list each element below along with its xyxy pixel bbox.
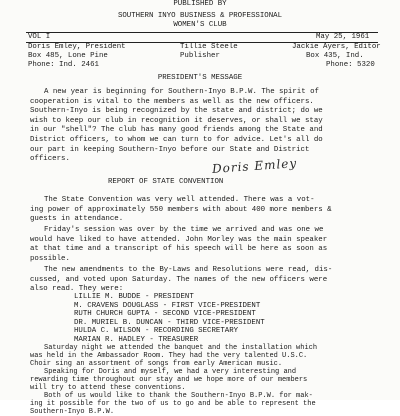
message-line: District officers, to whom we can turn to for advice. Let's all do [30,135,323,144]
report-line: The State Convention was very well attended. There was a vot- [44,196,315,204]
message-line: our part in keeping Southern-Inyo before our State and District [30,145,310,154]
volume-label: VOL I [28,33,51,41]
convention-para-1 [30,196,378,225]
message-line: officers. [30,155,70,164]
convention-para-4 [30,344,378,416]
report-line: Speaking for Doris and myself, we had a very interesting and [44,368,297,376]
report-line: ing power of approximately 550 members with about 400 more members & [30,205,332,214]
editor-box: Box 435, Ind. [306,52,364,60]
org-name-line1: SOUTHERN INYO BUSINESS & PROFESSIONAL [117,12,283,20]
report-line: cussed, and voted upon Saturday. The names of the new officers were [30,275,328,284]
convention-para-2 [30,226,378,264]
report-line: will try to attend these conventions. [30,384,186,392]
report-line: at that time and a transcript of his speech will be here as soon as [30,245,328,254]
message-line: Southern-Inyo is being recognized by the state and district; do we [30,107,323,116]
president-phone: Phone: Ind. 2461 [28,61,99,69]
report-line: The new amendments to the By-Laws and Resolutions were read, dis- [44,266,333,274]
new-officers-list [30,293,378,345]
message-line: cooperation is vital to the members as well as the new officers. [30,97,314,106]
report-line: possible. [30,254,70,263]
report-line: guests in attendance. [30,215,124,224]
presidents-message-heading: PRESIDENT'S MESSAGE [157,74,243,82]
report-line: rewarding time throughout our stay and we hope more of our members [30,376,308,384]
message-line: wish to keep our club in recognition it deserves, or shall we stay [30,116,323,125]
officer-item: DR. MURIEL B. DUNCAN - THIRD VICE-PRESIDENT [74,318,265,327]
president-name: Doris Emley, President [28,43,126,51]
report-line: would have liked to have attended. John Morley was the main speaker [30,235,328,244]
publisher-name: Tillie Steele [180,43,238,51]
president-signature: Doris Emley [211,156,298,176]
message-line: in our "shell"? The club has many good friends among the State and [30,126,323,135]
report-line: Saturday night we attended the banquet and the installation which [44,344,318,352]
presidents-message-body [30,88,378,165]
editor-name: Jackie Ayers, Editor [292,43,381,51]
issue-date: May 25, 1961 [316,33,370,41]
publisher-title: Publisher [180,52,220,60]
president-box: Box 485, Lone Pine [28,52,108,60]
published-by: PUBLISHED BY [173,0,227,8]
report-line: Southern-Inyo B.P.W. [30,408,115,416]
convention-heading: REPORT OF STATE CONVENTION [108,178,224,186]
editor-phone: Phone: 5320 [326,61,375,69]
report-line: Both of us would like to thank the Southern-Inyo B.P.W. for mak- [44,392,313,400]
officer-item: RUTH CHURCH GUPTA - SECOND VICE-PRESIDENT [74,310,256,319]
convention-para-3 [30,266,378,295]
officer-item: LILLIE M. BUDDE - PRESIDENT [74,293,194,301]
report-line: ing it possible for the two of us to go and be able to represent the [30,400,316,408]
report-line: Choir sing an assortment of songs from early American music. [30,360,283,368]
officer-item: M. CRAVENS DOUGLASS - FIRST VICE-PRESIDENT [74,301,261,310]
message-line: A new year is beginning for Southern-Inyo B.P.W. The spirit of [44,88,319,96]
officer-item: HULDA C. WILSON - RECORDING SECRETARY [74,327,239,336]
report-line: also read. They were: [30,285,124,294]
org-name-line2: WOMEN'S CLUB [173,21,227,29]
report-line: was held in the Ambassador Room. They had the very talented U.S.C. [30,352,308,360]
officer-item: MARIAN R. HADLEY - TREASURER [74,335,199,344]
report-line: Friday's session was over by the time we arrived and was one we [44,226,324,234]
